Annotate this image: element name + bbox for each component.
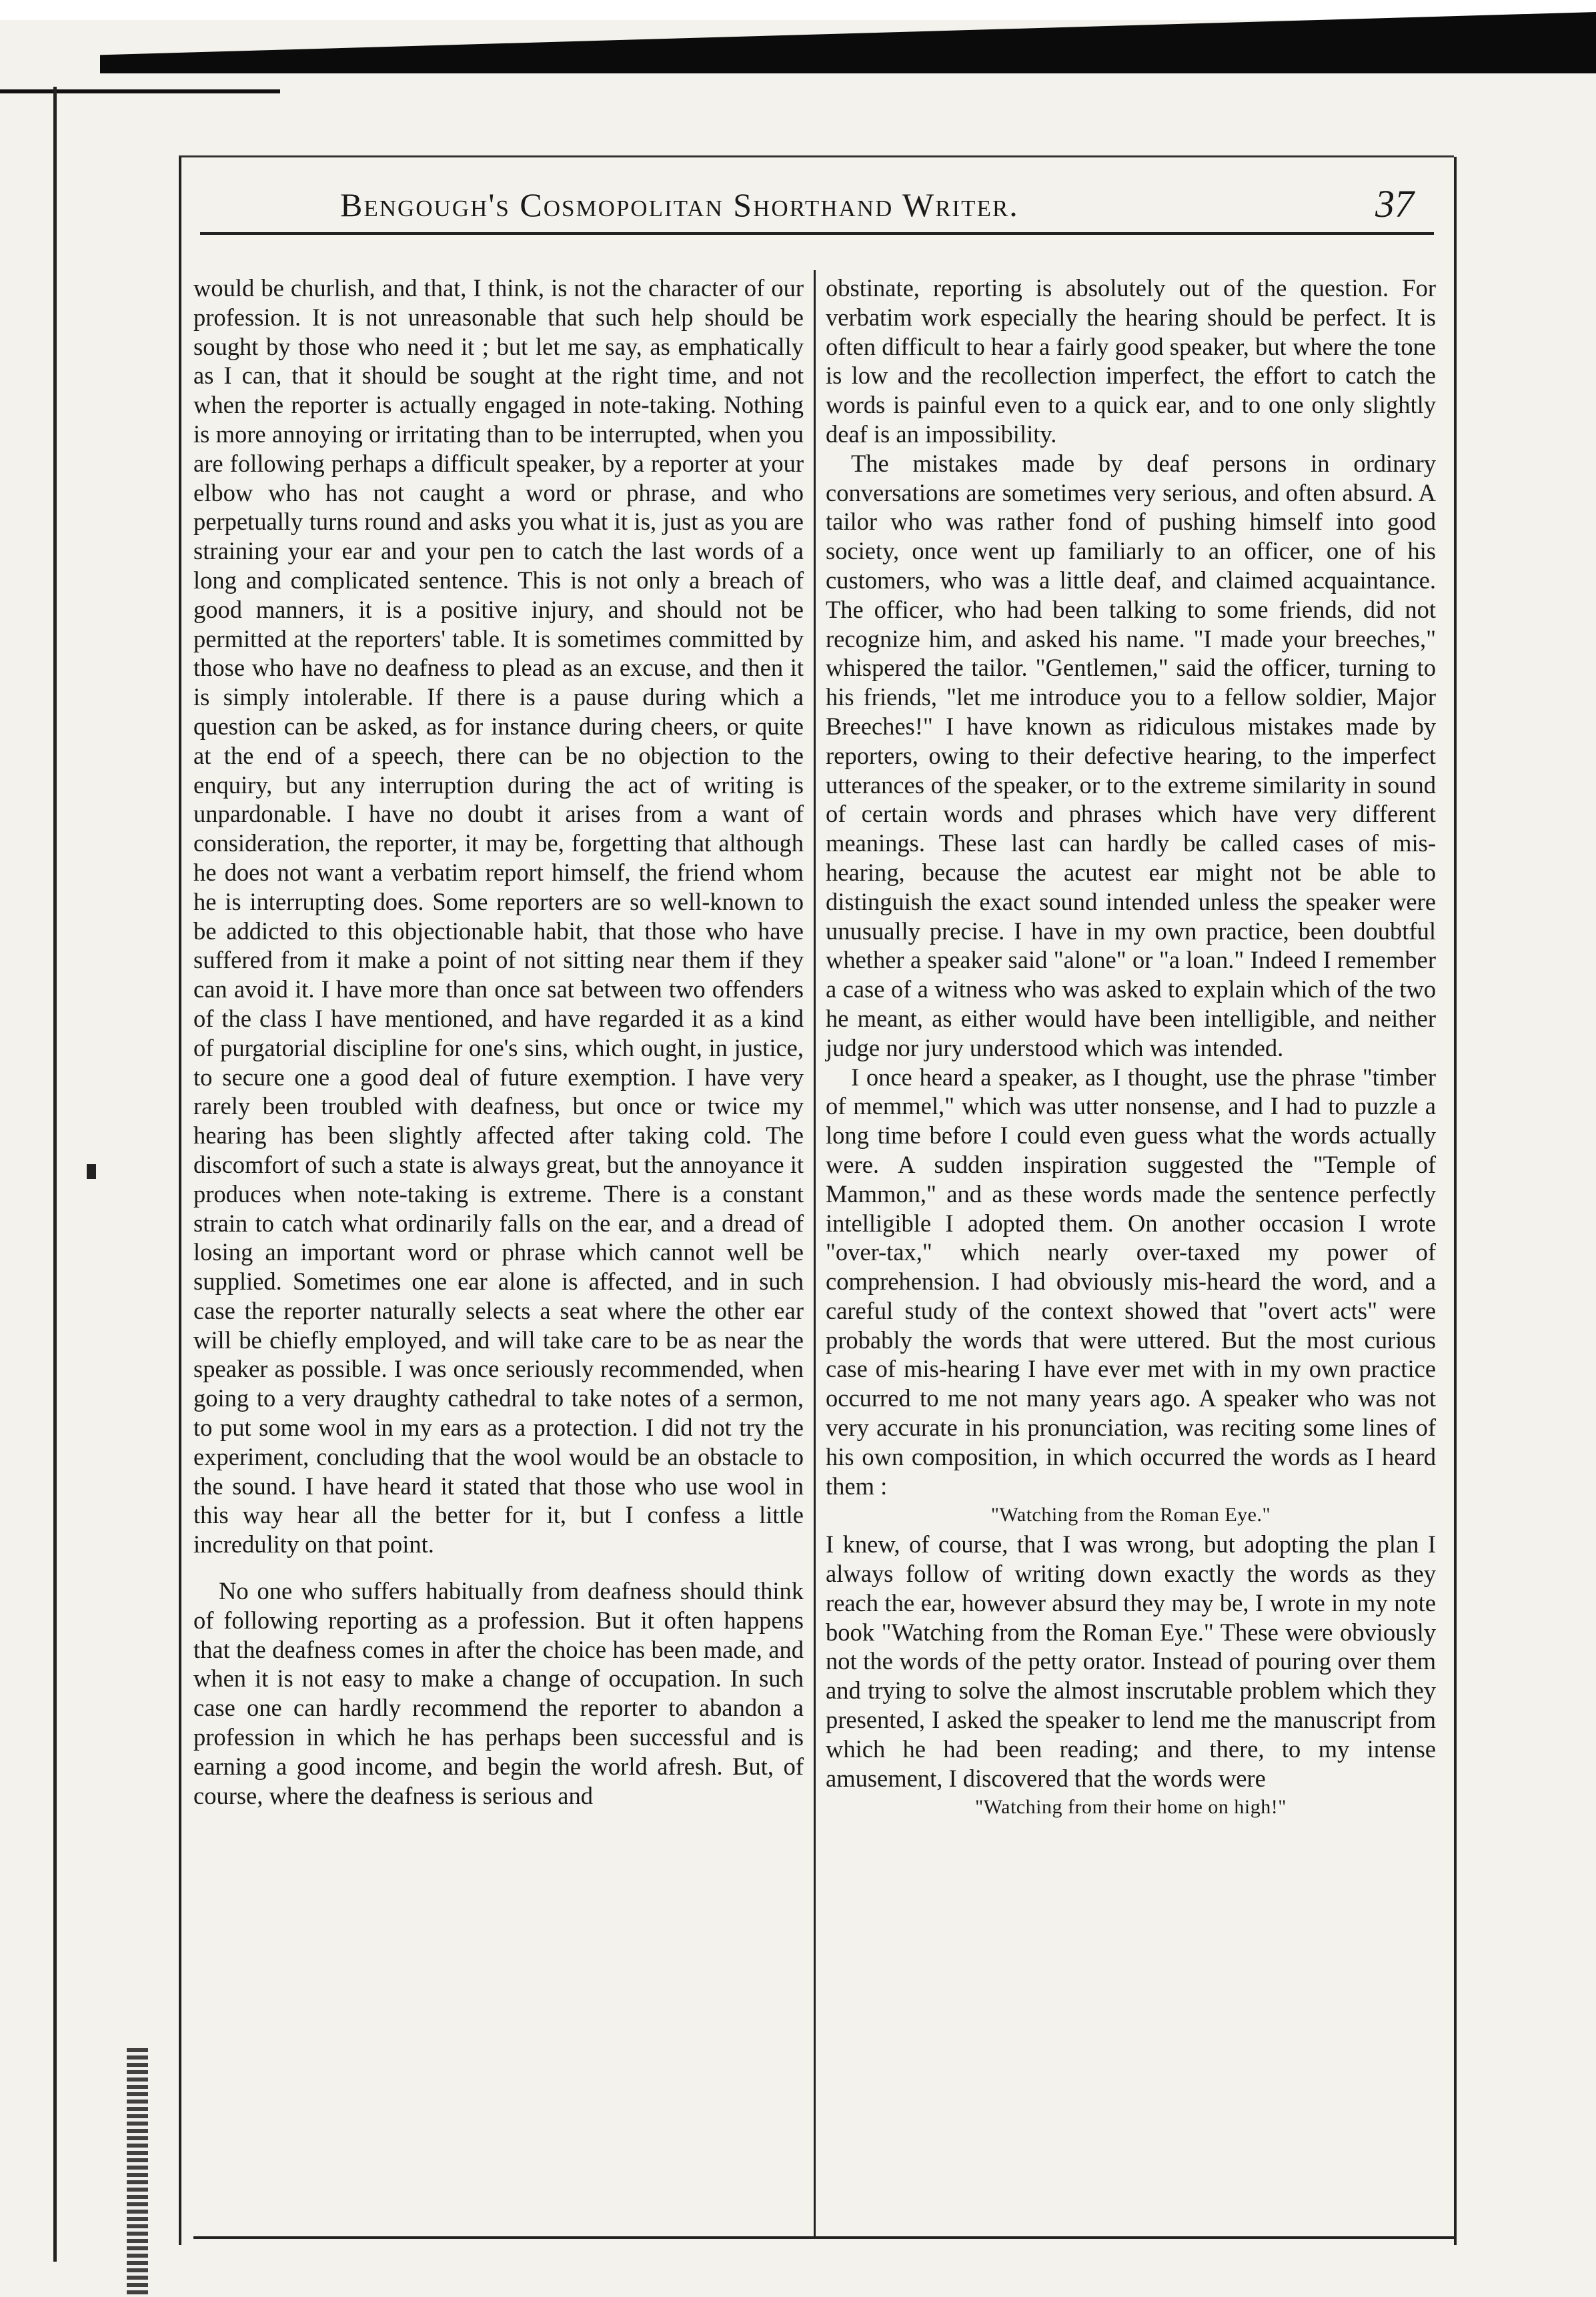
paragraph: I knew, of course, that I was wrong, but adopting the plan I always follow of writing down exactly the words as they reach the ear, however absurd they may be, I wrote in my note book "Watching from the Roman Eye." These were obviously not the words of the petty orator. Instead of pouring over them and trying to solve the almost inscrutable problem which they presented, I asked the speaker to lend me the manuscript from which he had been reading; and there, to my intense amusement, I discovered that the words were bbox=[826, 1530, 1436, 1792]
paragraph: would be churlish, and that, I think, is not the character of our profession. It is not unreasonable that such help should be sought by those who need it ; but let me say, as emphatically as I can, that it should be sought at the right time, and not when the reporter is actually engaged in note-taking. Nothing is more annoying or irritating than to be interrupted, when you are following perhaps a difficult speaker, by a reporter at your elbow who has not caught a word or phrase, and who perpetually turns round and asks you what it is, just as you are straining your ear and your pen to catch the last words of a long and complicated sentence. This is not only a breach of good manners, it is a positive injury, and should not be permitted at the reporters' table. It is sometimes committed by those who have no deafness to plead as an excuse, and then it is simply intolerable. If there is a pause during which a question can be asked, as for instance during cheers, or quite at the end of a speech, there can be no objection to the enquiry, but any interruption during the act of writing is unpardonable. I have no doubt it arises from a want of consideration, the reporter, it may be, forgetting that although he does not want a verbatim report himself, the friend whom he is interrupting does. Some reporters are so well-known to be addicted to this objectionable habit, that those who have suffered from it make a point of not sitting near them if they can avoid it. I have more than once sat between two offenders of the class I have mentioned, and have regarded it as a kind of purgatorial discipline for one's sins, which ought, in justice, to secure one a good deal of future exemption. I have very rarely been troubled with deafness, but once or twice my hearing has been slightly affected after taking cold. The discomfort of such a state is always great, but the annoyance it produces when note-taking is extreme. There is a constant strain to catch what ordinarily falls on the ear, and a dread of losing an important word or phrase which cannot well be supplied. Sometimes one ear alone is affected, and in such case the reporter naturally selects a seat where the other ear will be chiefly employed, and will take care to be as near the speaker as possible. I was once seriously recommended, when going to a very draughty cathedral to take notes of a sermon, to put some wool in my ears as a protection. I did not try the experiment, concluding that the wool would be an obstacle to the sound. I have heard it stated that those who use wool in this way hear all the better for it, but I confess a little incredulity on that point. bbox=[193, 274, 804, 1558]
paragraph: The mistakes made by deaf persons in ordinary conversations are sometimes very serious, and often absurd. A tailor who was rather fond of pushing himself into good society, once went up familiarly to an officer, one of his customers, who was a little deaf, and claimed acquaintance. The officer, who had been talking to some friends, did not recognize him, and asked his name. "I made your breeches," whispered the tailor. "Gentlemen," said the officer, turning to his friends, "let me introduce you to a fellow soldier, Major Breeches!" I have known as ridiculous mistakes made by reporters, owing to their defective hearing, to the imperfect utterances of the speaker, or to the extreme similarity in sound of certain words and phrases which have very different meanings. These last can hardly be called cases of mis-hearing, because the acutest ear might not be able to distinguish the exact sound intended unless the speaker were unusually precise. I have in my own practice, been doubtful whether a speaker said "alone" or "a loan." Indeed I remember a case of a witness who was asked to explain which of the two he meant, as either would have been intelligible, and neither judge nor jury understood which was intended. bbox=[826, 449, 1436, 1061]
paragraph: No one who suffers habitually from deafness should think of following reporting as a profession. But it often happens that the deafness comes in after the choice has been made, and when it is not easy to make a change of occupation. In such case one can hardly recommend the reporter to abandon a profession in which he has perhaps been successful and is earning a good income, and begin the world afresh. But, of course, where the deafness is serious and bbox=[193, 1577, 804, 1809]
quoted-line: "Watching from the Roman Eye." bbox=[990, 1504, 1271, 1526]
margin-mark bbox=[87, 1164, 96, 1179]
frame-bottom-rule bbox=[193, 2236, 1454, 2239]
binding-stitching bbox=[127, 2048, 148, 2295]
page-header bbox=[200, 172, 1434, 235]
paragraph: obstinate, reporting is absolutely out of the question. For verbatim work especially the hearing should be perfect. It is often difficult to hear a fairly good speaker, but where the tone is low and the recollection imperfect, the effort to catch the words is painful even to a quick ear, and to one only slightly deaf is an impossibility. bbox=[826, 274, 1436, 448]
paragraph: I once heard a speaker, as I thought, use the phrase "timber of memmel," which was utter nonsense, and I had to puzzle a long time before I could even guess what the words actually were. A sudden inspiration suggested the "Temple of Mammon," and as these words made the sentence perfectly intelligible I adopted them. On another occasion I wrote "over-tax," which nearly over-taxed my power of comprehension. I had obviously mis-heard the word, and a careful study of the context showed that "overt acts" were probably the words that were uttered. But the most curious case of mis-hearing I have ever met with in my own practice occurred to me not many years ago. A speaker who was not very accurate in his pronunciation, was reciting some lines of his own composition, in which occurred the words as I heard them : bbox=[826, 1063, 1436, 1500]
column-divider bbox=[814, 270, 816, 2238]
quoted-line: "Watching from their home on high!" bbox=[975, 1796, 1287, 1819]
binding-edge bbox=[53, 87, 65, 2262]
left-column bbox=[193, 274, 804, 2222]
scan-rule bbox=[0, 89, 280, 93]
right-column bbox=[826, 274, 1436, 2222]
page-number: 37 bbox=[1375, 182, 1414, 225]
scan-top-edge bbox=[0, 0, 1596, 100]
running-title: Bengough's Cosmopolitan Shorthand Writer. bbox=[340, 186, 1019, 223]
